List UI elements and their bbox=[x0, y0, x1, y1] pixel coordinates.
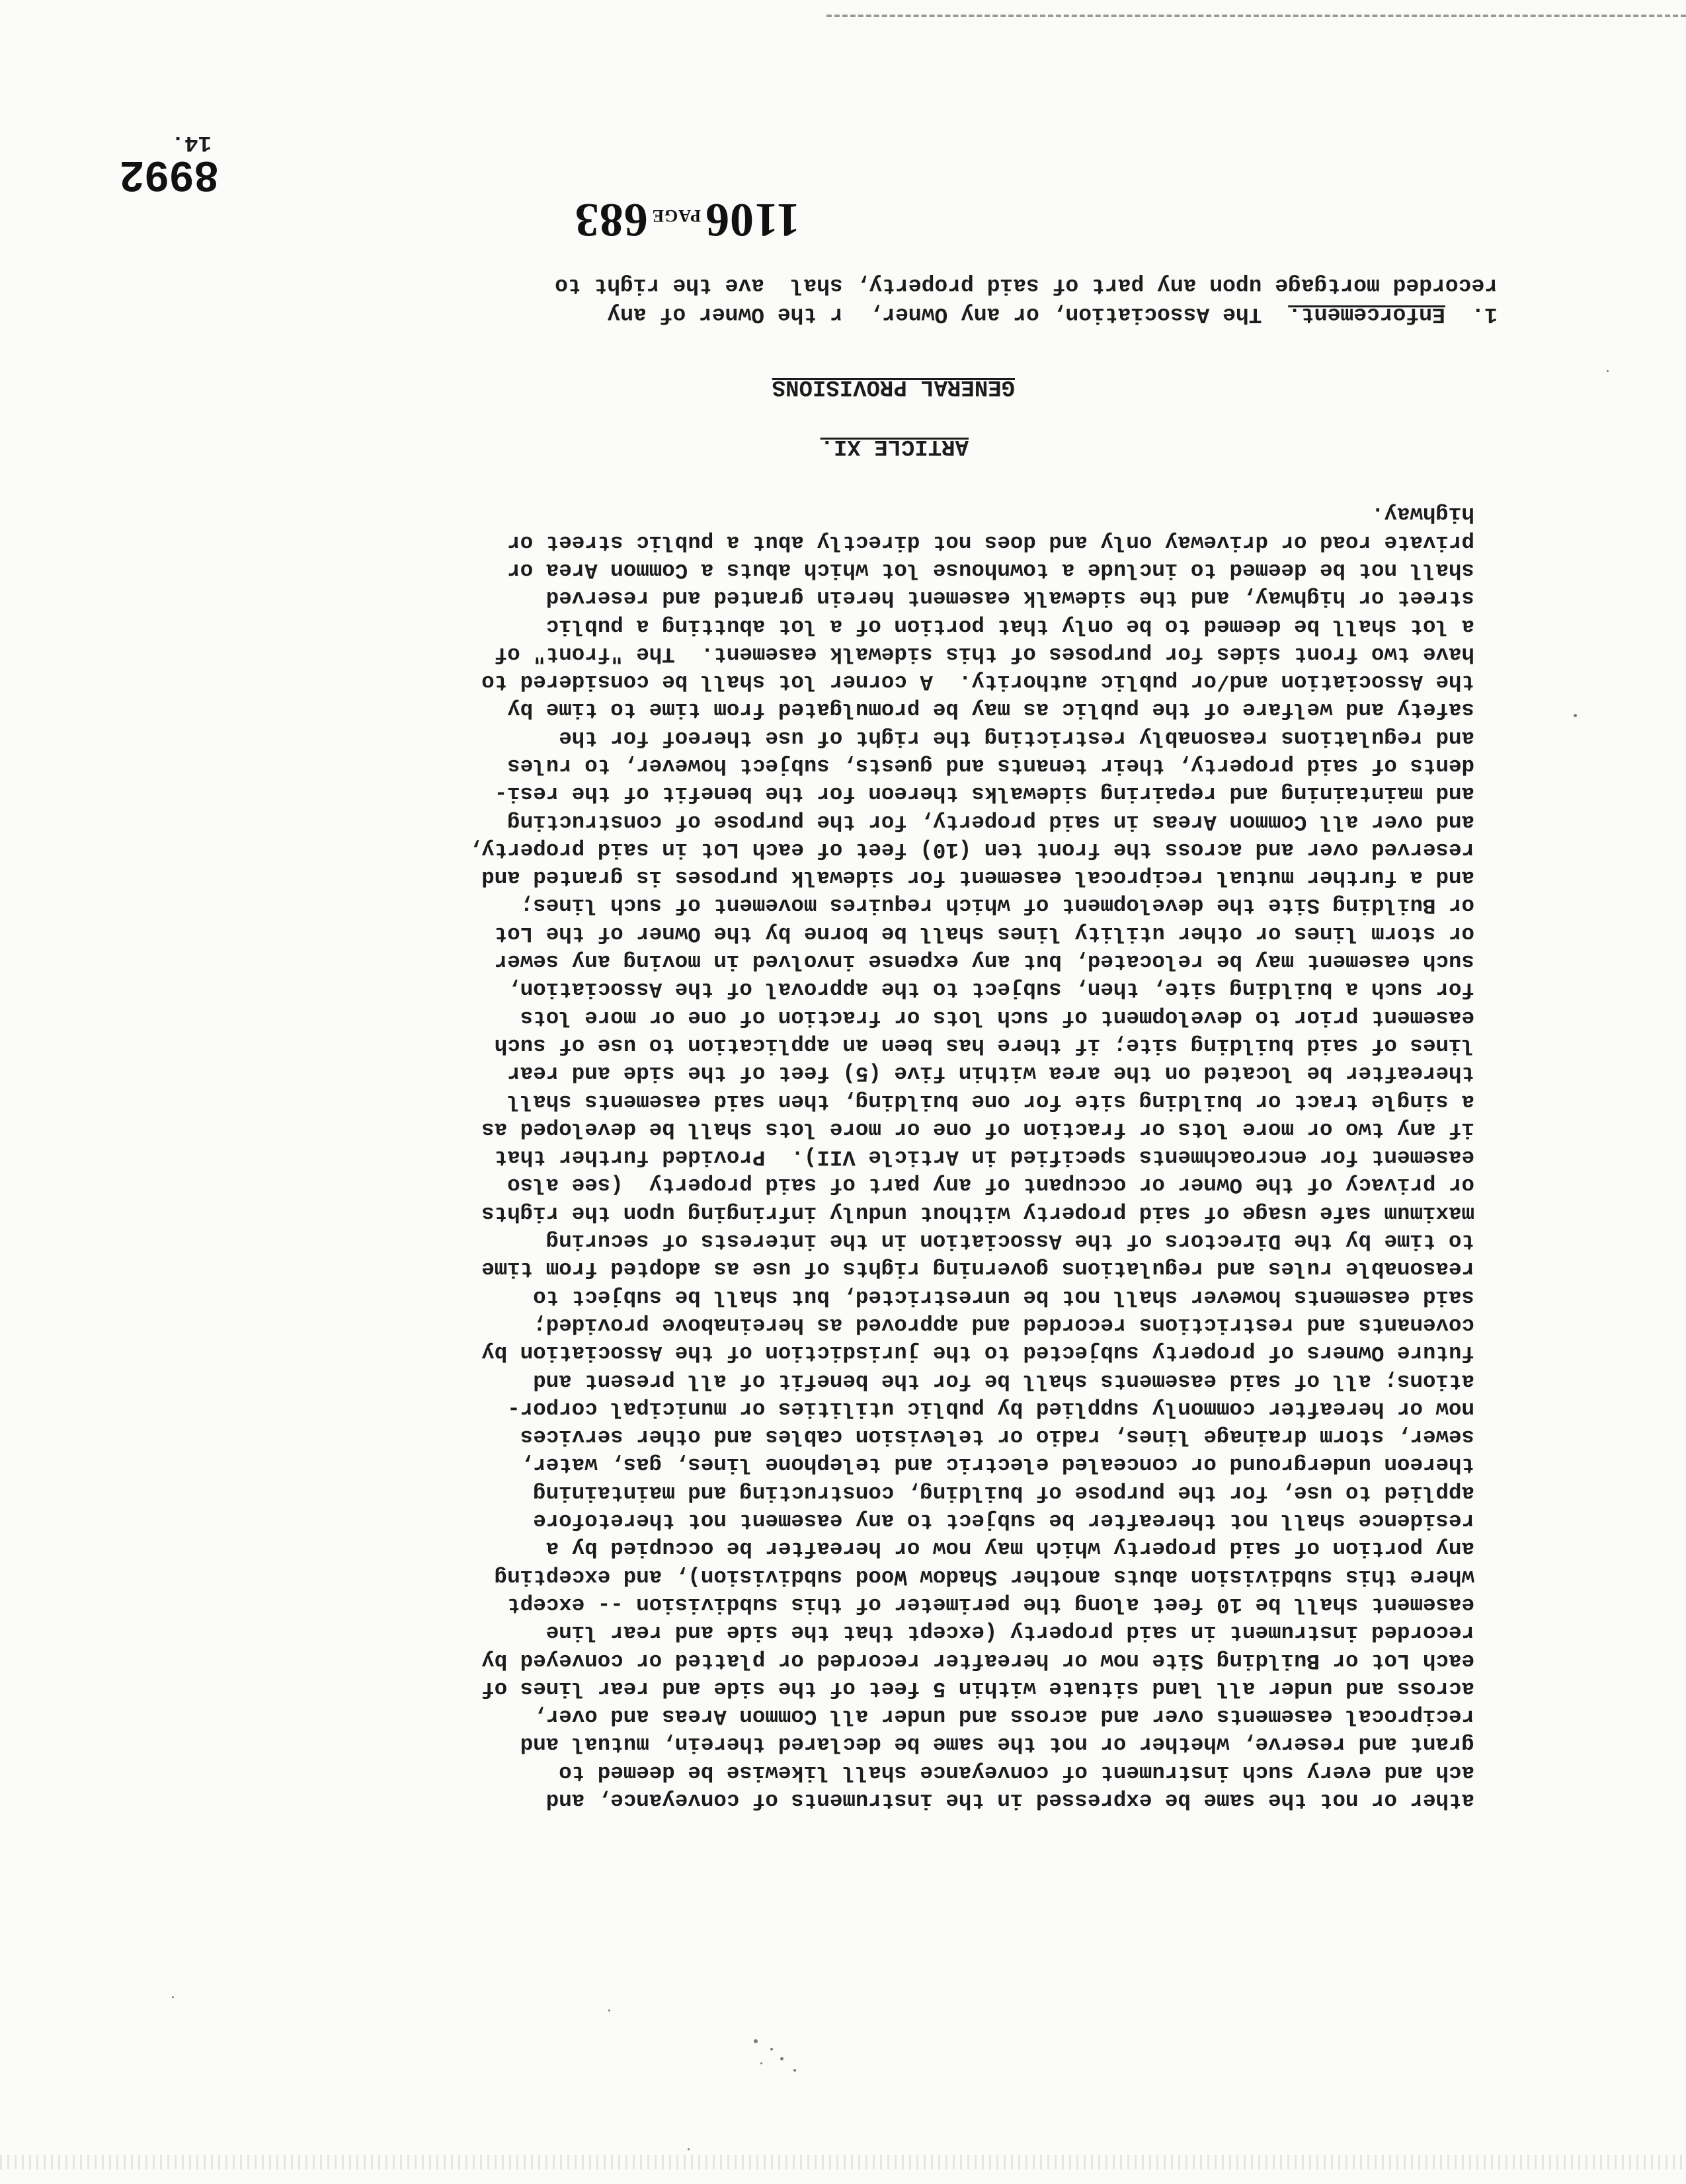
body-line: covenants and restrictions recorded and approved as hereinabove provided; bbox=[533, 1312, 1474, 1337]
article-heading: ARTICLE XI. bbox=[820, 434, 969, 459]
scan-speck bbox=[608, 2009, 610, 2011]
body-line: any portion of said property which may now or hereafter be occupied by a bbox=[545, 1536, 1474, 1561]
body-line: for such a building site, then, subject to the approval of the Association, bbox=[507, 977, 1474, 1002]
scan-speck bbox=[1574, 714, 1577, 717]
body-line: grant and reserve, whether or not the same be declared therein, mutual and bbox=[520, 1732, 1474, 1757]
body-line: have two front sides for purposes of this sidewalk easement. The "front" of bbox=[494, 641, 1474, 666]
body-line: reserved over and across the front ten (10) feet of each Lot in said property, bbox=[468, 837, 1474, 862]
body-line: shall not be deemed to include a townhouse lot which abuts a Common Area or bbox=[507, 557, 1474, 582]
body-line: and a further mutual reciprocal easement for sidewalk purposes is granted and bbox=[481, 865, 1474, 890]
body-line: reasonable rules and regulations governing rights of use as adopted from time bbox=[481, 1257, 1474, 1282]
body-line: easement shall be 10 feet along the perimeter of this subdivision -- except bbox=[507, 1592, 1474, 1617]
body-line: applied to use, for the purpose of building, constructing and maintaining bbox=[533, 1480, 1474, 1505]
scan-speck bbox=[780, 2057, 783, 2060]
scan-speck bbox=[1607, 370, 1609, 372]
body-line: across and under all land situate within 5 feet of the side and rear lines of bbox=[481, 1676, 1474, 1701]
body-line: reciprocal easements over and across and under all Common Areas and over, bbox=[533, 1704, 1474, 1729]
body-line: future Owners of property subjected to the jurisdiction of the Association by bbox=[481, 1341, 1474, 1366]
enforcement-line-2: recorded mortgage upon any part of said property, shal ave the right to bbox=[555, 273, 1498, 297]
scan-speck bbox=[754, 2039, 758, 2043]
body-line: thereon underground or concealed electric and telephone lines, gas, water, bbox=[520, 1452, 1474, 1477]
body-line: each Lot or Building Site now or hereafter recorded or platted or conveyed by bbox=[481, 1648, 1474, 1673]
body-line: and over all Common Areas in said property, for the purpose of constructing bbox=[507, 809, 1474, 834]
scan-speck bbox=[793, 2069, 796, 2072]
body-line: or storm lines or other utility lines shall be borne by the Owner of the Lot bbox=[494, 921, 1474, 946]
page-word: PAGE bbox=[651, 206, 701, 225]
book-page-stamp bbox=[575, 192, 800, 247]
body-line: ach and every such instrument of conveyance shall likewise be deemed to bbox=[559, 1760, 1474, 1785]
body-line: said easements however shall not be unrestricted, but shall be subject to bbox=[533, 1284, 1474, 1309]
body-line: ather or not the same be expressed in the instruments of conveyance, and bbox=[545, 1788, 1474, 1813]
body-line: or privacy of the Owner or occupant of any part of said property (see also bbox=[507, 1173, 1474, 1198]
enforcement-line-1-text: The Association, or any Owner, r the Owner of any bbox=[607, 302, 1289, 327]
scan-speck bbox=[760, 2062, 762, 2064]
body-line: where this subdivision abuts another Shadow Wood subdivision), and excepting bbox=[494, 1564, 1474, 1589]
body-line: lines of said building site; if there has been an application to use of such bbox=[494, 1033, 1474, 1058]
body-line: street or highway, and the sidewalk easement herein granted and reserved bbox=[545, 586, 1474, 611]
body-line: a single tract or building site for one building, then said easements shall bbox=[507, 1089, 1474, 1114]
body-line: the Association and/or public authority. A corner lot shall be considered to bbox=[481, 670, 1474, 695]
body-paragraph bbox=[179, 500, 1474, 1814]
body-line: or Building Site the development of which requires movement of such lines; bbox=[520, 893, 1474, 918]
enforcement-line-1 bbox=[607, 302, 1498, 327]
body-line: a lot shall be deemed to be only that portion of a lot abutting a public bbox=[545, 613, 1474, 639]
body-line: private road or driveway only and does not directly abut a public street or bbox=[507, 529, 1474, 555]
body-line: safety and welfare of the public as may be promulgated from time to time by bbox=[507, 697, 1474, 722]
body-line: and maintaining and repairing sidewalks thereon for the benefit of the resi- bbox=[494, 781, 1474, 806]
body-line: ations; all of said easements shall be for the benefit of all present and bbox=[533, 1368, 1474, 1393]
body-line: now or hereafter commonly supplied by public utilities or municipal corpor- bbox=[507, 1396, 1474, 1421]
body-line: recorded instrument in said property (except that the side and rear line bbox=[545, 1620, 1474, 1645]
body-line: residence shall not thereafter be subject to any easement not theretofore bbox=[533, 1508, 1474, 1534]
document-stamp-number: 8992 bbox=[118, 153, 218, 200]
body-line: easement prior to development of such lots or fraction of one or more lots bbox=[520, 1005, 1474, 1030]
body-line: such easement may be relocated, but any expense involved in moving any sewer bbox=[494, 949, 1474, 974]
enforcement-number: 1. bbox=[1471, 302, 1498, 327]
body-line: to time by the Directors of the Association in the interests of securing bbox=[545, 1229, 1474, 1254]
section-heading: GENERAL PROVISIONS bbox=[772, 374, 1015, 399]
body-line: easement for encroachments specified in Article VII). Provided further that bbox=[494, 1145, 1474, 1170]
book-number: 1106 bbox=[704, 194, 800, 247]
enforcement-title: Enforcement. bbox=[1288, 302, 1445, 327]
body-line: sewer, storm drainage lines, radio or television cables and other services bbox=[520, 1424, 1474, 1450]
scan-speck bbox=[172, 1996, 174, 1998]
page-number: 14. bbox=[171, 130, 212, 155]
book-page-number: 683 bbox=[574, 194, 648, 247]
body-line: and regulations reasonably restricting the right of use thereof for the bbox=[559, 725, 1474, 750]
body-line: if any two or more lots or fraction of one or more lots shall be developed as bbox=[481, 1116, 1474, 1142]
body-line: highway. bbox=[1371, 502, 1474, 527]
scan-speck bbox=[770, 2048, 773, 2050]
scan-speck bbox=[688, 2148, 690, 2150]
body-line: thereafter be located on the area within five (5) feet of the side and rear bbox=[507, 1061, 1474, 1086]
body-line: maximum safe usage of said property without unduly infringing upon the rights bbox=[481, 1200, 1474, 1226]
body-line: dents of said property, their tenants and guests, subject however, to rules bbox=[507, 754, 1474, 779]
